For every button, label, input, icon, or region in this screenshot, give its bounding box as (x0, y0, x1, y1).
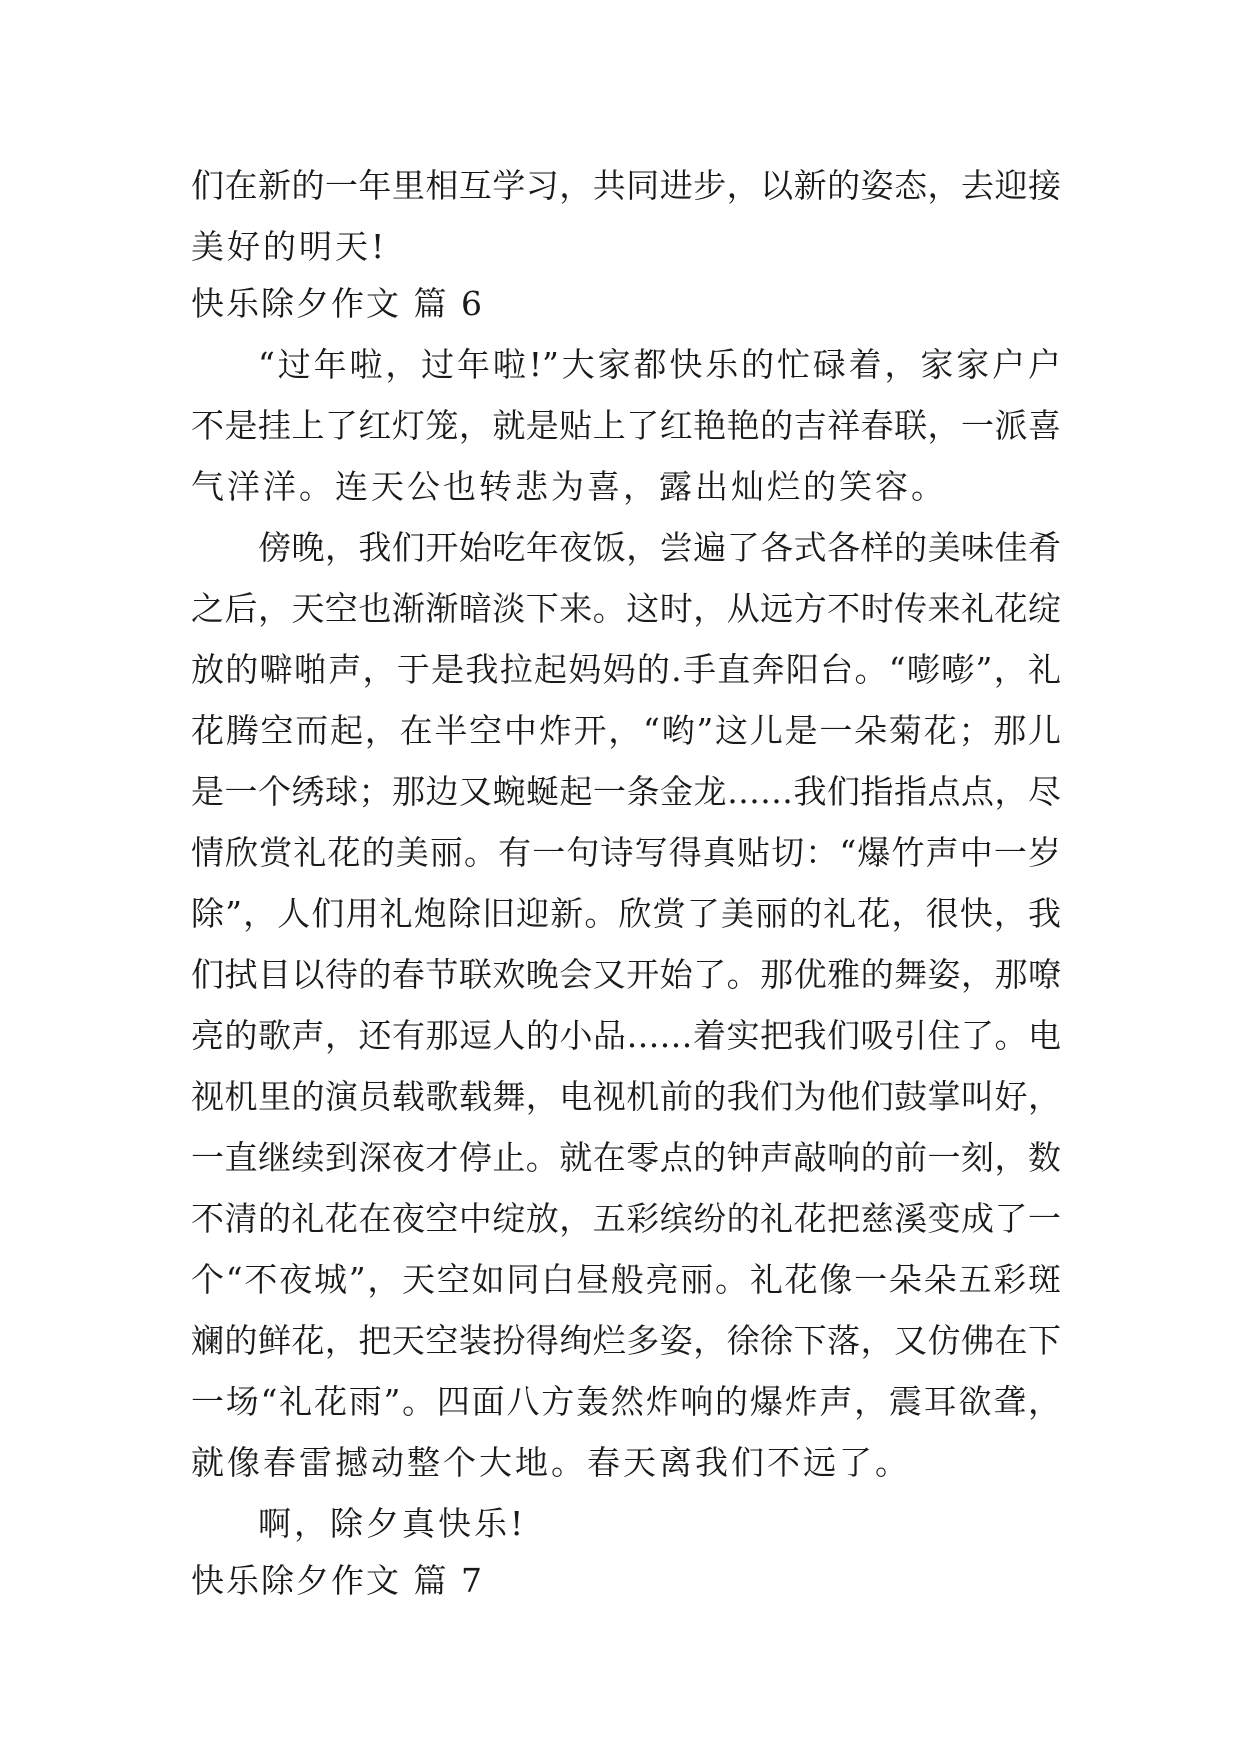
text-line: 之后，天空也渐渐暗淡下来。这时，从远方不时传来礼花绽 (191, 589, 1061, 628)
text-line: 情欣赏礼花的美丽。有一句诗写得真贴切：“爆竹声中一岁 (191, 833, 1061, 872)
text-line: “过年啦，过年啦!”大家都快乐的忙碌着，家家户户 (258, 345, 1061, 384)
text-line: 放的噼啪声，于是我拉起妈妈的.手直奔阳台。“嘭嘭”，礼 (191, 650, 1061, 689)
section-heading: 快乐除夕作文 篇 7 (191, 1561, 484, 1600)
text-line: 亮的歌声，还有那逗人的小品……着实把我们吸引住了。电 (191, 1016, 1061, 1055)
text-line: 个“不夜城”，天空如同白昼般亮丽。礼花像一朵朵五彩斑 (191, 1260, 1061, 1299)
section-heading: 快乐除夕作文 篇 6 (191, 284, 484, 323)
text-line: 气洋洋。连天公也转悲为喜，露出灿烂的笑容。 (191, 467, 947, 506)
text-line: 一直继续到深夜才停止。就在零点的钟声敲响的前一刻，数 (191, 1138, 1061, 1177)
text-line: 一场“礼花雨”。四面八方轰然炸响的爆炸声，震耳欲聋， (191, 1382, 1061, 1421)
text-line: 视机里的演员载歌载舞，电视机前的我们为他们鼓掌叫好， (191, 1077, 1061, 1116)
document-page (191, 155, 1061, 1611)
text-line: 不清的礼花在夜空中绽放，五彩缤纷的礼花把慈溪变成了一 (191, 1199, 1061, 1238)
text-line: 不是挂上了红灯笼，就是贴上了红艳艳的吉祥春联，一派喜 (191, 406, 1061, 445)
text-line: 斓的鲜花，把天空装扮得绚烂多姿，徐徐下落，又仿佛在下 (191, 1321, 1061, 1360)
text-line: 啊，除夕真快乐! (258, 1504, 527, 1543)
text-line: 傍晚，我们开始吃年夜饭，尝遍了各式各样的美味佳肴 (258, 528, 1061, 567)
text-line: 就像春雷撼动整个大地。春天离我们不远了。 (191, 1443, 911, 1482)
text-line: 们拭目以待的春节联欢晚会又开始了。那优雅的舞姿，那嘹 (191, 955, 1061, 994)
text-line: 美好的明天! (191, 227, 388, 266)
text-line: 是一个绣球；那边又蜿蜒起一条金龙……我们指指点点，尽 (191, 772, 1061, 811)
text-line: 花腾空而起，在半空中炸开，“哟”这儿是一朵菊花；那儿 (191, 711, 1061, 750)
text-line: 们在新的一年里相互学习，共同进步，以新的姿态，去迎接 (191, 166, 1061, 205)
text-line: 除”，人们用礼炮除旧迎新。欣赏了美丽的礼花，很快，我 (191, 894, 1061, 933)
